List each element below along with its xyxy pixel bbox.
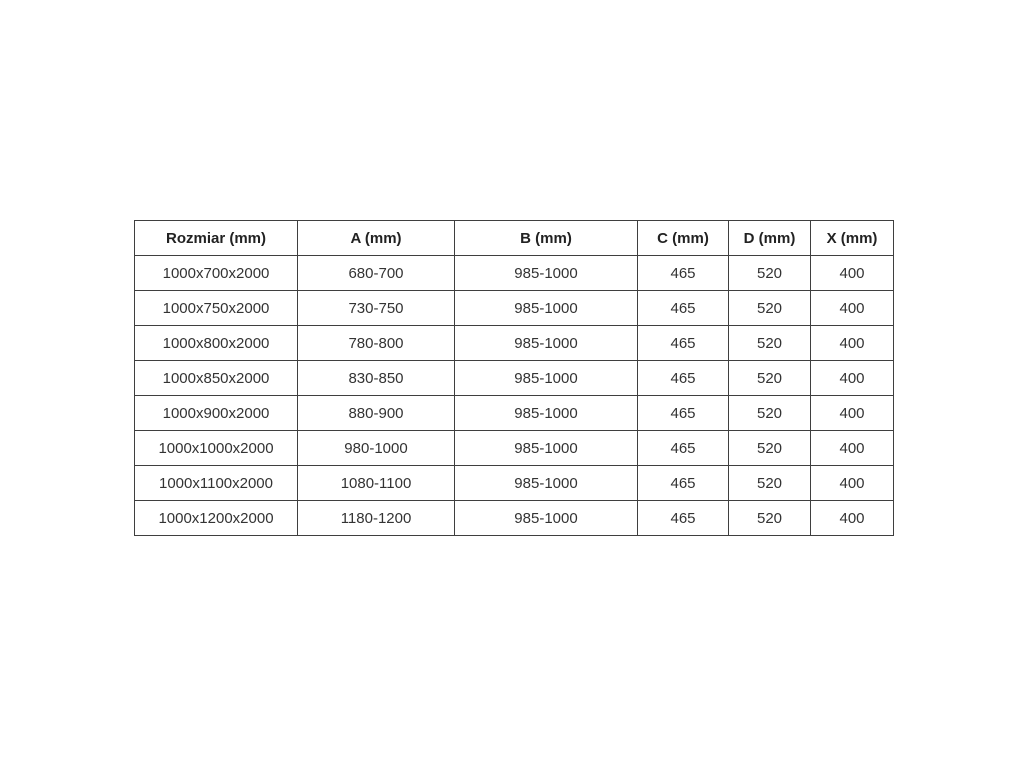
table-cell: 465 <box>638 396 729 431</box>
table-cell: 680-700 <box>298 256 455 291</box>
table-cell: 400 <box>811 361 894 396</box>
table-cell: 400 <box>811 431 894 466</box>
table-row <box>135 361 894 396</box>
table-cell: 520 <box>729 431 811 466</box>
table-cell: 985-1000 <box>455 501 638 536</box>
table-cell: 985-1000 <box>455 291 638 326</box>
column-header-d: D (mm) <box>729 221 811 256</box>
table-cell: 1000x900x2000 <box>135 396 298 431</box>
column-header-a: A (mm) <box>298 221 455 256</box>
column-header-x: X (mm) <box>811 221 894 256</box>
table-body <box>135 256 894 536</box>
table-cell: 1000x750x2000 <box>135 291 298 326</box>
table-row <box>135 256 894 291</box>
column-header-b: B (mm) <box>455 221 638 256</box>
table-cell: 465 <box>638 466 729 501</box>
table-cell: 520 <box>729 256 811 291</box>
table-cell: 465 <box>638 326 729 361</box>
table-cell: 1080-1100 <box>298 466 455 501</box>
table-cell: 520 <box>729 361 811 396</box>
table-cell: 520 <box>729 396 811 431</box>
table-cell: 985-1000 <box>455 326 638 361</box>
table-header-row <box>135 221 894 256</box>
table-cell: 520 <box>729 291 811 326</box>
size-spec-table-container <box>134 220 894 536</box>
table-cell: 520 <box>729 466 811 501</box>
table-cell: 465 <box>638 431 729 466</box>
table-cell: 985-1000 <box>455 396 638 431</box>
table-row <box>135 396 894 431</box>
table-cell: 985-1000 <box>455 256 638 291</box>
table-cell: 985-1000 <box>455 431 638 466</box>
table-cell: 465 <box>638 501 729 536</box>
table-cell: 730-750 <box>298 291 455 326</box>
table-cell: 1000x1200x2000 <box>135 501 298 536</box>
table-cell: 400 <box>811 501 894 536</box>
table-cell: 985-1000 <box>455 466 638 501</box>
table-row <box>135 291 894 326</box>
table-row <box>135 466 894 501</box>
column-header-rozmiar: Rozmiar (mm) <box>135 221 298 256</box>
table-cell: 985-1000 <box>455 361 638 396</box>
table-cell: 520 <box>729 501 811 536</box>
table-cell: 400 <box>811 466 894 501</box>
table-cell: 1180-1200 <box>298 501 455 536</box>
table-cell: 465 <box>638 361 729 396</box>
table-cell: 980-1000 <box>298 431 455 466</box>
table-cell: 400 <box>811 291 894 326</box>
table-cell: 400 <box>811 256 894 291</box>
table-cell: 1000x700x2000 <box>135 256 298 291</box>
table-cell: 400 <box>811 396 894 431</box>
table-cell: 400 <box>811 326 894 361</box>
table-cell: 465 <box>638 256 729 291</box>
table-cell: 1000x800x2000 <box>135 326 298 361</box>
table-cell: 1000x1000x2000 <box>135 431 298 466</box>
table-cell: 465 <box>638 291 729 326</box>
table-row <box>135 501 894 536</box>
table-cell: 780-800 <box>298 326 455 361</box>
table-row <box>135 326 894 361</box>
size-spec-table <box>134 220 894 536</box>
table-cell: 520 <box>729 326 811 361</box>
column-header-c: C (mm) <box>638 221 729 256</box>
table-cell: 880-900 <box>298 396 455 431</box>
table-row <box>135 431 894 466</box>
table-cell: 830-850 <box>298 361 455 396</box>
table-cell: 1000x850x2000 <box>135 361 298 396</box>
table-cell: 1000x1100x2000 <box>135 466 298 501</box>
